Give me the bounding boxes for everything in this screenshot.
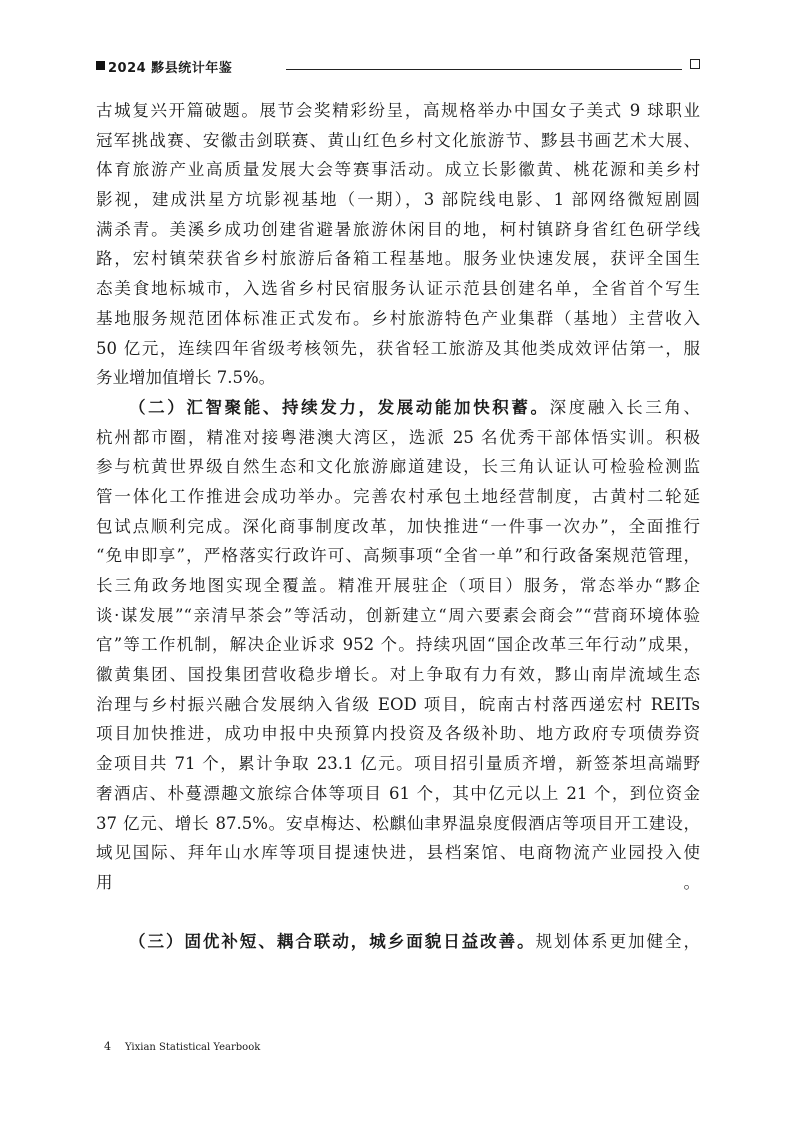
- text-line: 务业增加值增长 7.5%。: [96, 368, 276, 388]
- text-line: 基地服务规范团体标准正式发布。乡村旅游特色产业集群（基地）主营收入: [96, 308, 700, 328]
- text-line: 谈·谋发展”“亲清早茶会”等活动，创新建立“周六要素会商会”“营商环境体验: [96, 605, 700, 625]
- body-text: [96, 96, 700, 987]
- text-line: 管一体化工作推进会成功举办。完善农村承包土地经营制度，古黄村二轮延: [96, 486, 700, 506]
- text-line: 体育旅游产业高质量发展大会等赛事活动。成立长影徽黄、桃花源和美乡村: [96, 160, 700, 180]
- text-line: 态美食地标城市，入选省乡村民宿服务认证示范县创建名单，全省首个写生: [96, 279, 700, 299]
- header-title: 2024 黟县统计年鉴: [108, 61, 233, 76]
- section-3-text: 规划体系更加健全，: [535, 932, 701, 952]
- text-line: 满杀青。美溪乡成功创建省避暑旅游休闲目的地，柯村镇跻身省红色研学线: [96, 219, 700, 239]
- running-header: [96, 58, 700, 76]
- section-3-heading: （三）固优补短、耦合联动，城乡面貌日益改善。: [129, 932, 536, 952]
- text-line: 冠军挑战赛、安徽击剑联赛、黄山红色乡村文化旅游节、黟县书画艺术大展、: [96, 130, 700, 150]
- text-line: 50 亿元，连续四年省级考核领先，获省轻工旅游及其他类成效评估第一，服: [96, 338, 700, 358]
- text-line: 用。: [96, 872, 700, 892]
- header-square-mark: [96, 61, 105, 70]
- section-2-first-line: [96, 393, 700, 423]
- section-3-first-line: [96, 927, 700, 957]
- footer-book-title: Yixian Statistical Yearbook: [125, 1042, 261, 1053]
- text-line: 域见国际、拜年山水库等项目提速快进，县档案馆、电商物流产业园投入使: [96, 843, 700, 863]
- text-line: [96, 898, 700, 928]
- text-line: 长三角政务地图实现全覆盖。精准开展驻企（项目）服务，常态举办“黟企: [96, 576, 700, 595]
- text-line: 奢酒店、朴蔓漂趣文旅综合体等项目 61 个，其中亿元以上 21 个，到位资金: [96, 783, 700, 803]
- page-number: 4: [104, 1040, 111, 1053]
- text-line: 官”等工作机制，解决企业诉求 952 个。持续巩固“国企改革三年行动”成果，: [96, 635, 700, 655]
- section-2-heading: （二）汇智聚能、持续发力，发展动能加快积蓄。: [129, 397, 550, 417]
- text-line: [96, 957, 700, 987]
- text-line: 古城复兴开篇破题。展节会奖精彩纷呈，高规格举办中国女子美式 9 球职业: [96, 101, 700, 120]
- text-line: 影视，建成洪星方坑影视基地（一期），3 部院线电影、1 部网络微短剧圆: [96, 190, 700, 210]
- text-line: 杭州都市圈，精准对接粤港澳大湾区，选派 25 名优秀干部体悟实训。积极: [96, 427, 700, 447]
- text-line: 包试点顺利完成。深化商事制度改革，加快推进“一件事一次办”，全面推行: [96, 516, 700, 536]
- section-2-text: 深度融入长三角、: [549, 397, 701, 417]
- page-footer: [104, 1040, 260, 1053]
- text-line: 37 亿元、增长 87.5%。安卓梅达、松麒仙聿界温泉度假酒店等项目开工建设，: [96, 813, 700, 833]
- text-line: 徽黄集团、国投集团营收稳步增长。对上争取有力有效，黟山南岸流域生态: [96, 665, 700, 685]
- text-line: 项目加快推进，成功申报中央预算内投资及各级补助、地方政府专项债券资: [96, 724, 700, 744]
- text-line: 路，宏村镇荣获省乡村旅游后备箱工程基地。服务业快速发展，获评全国生: [96, 249, 700, 269]
- text-line: 金项目共 71 个，累计争取 23.1 亿元。项目招引量质齐增，新签茶坦高端野: [96, 754, 700, 774]
- header-rule: [286, 69, 682, 70]
- text-line: 治理与乡村振兴融合发展纳入省级 EOD 项目，皖南古村落西递宏村 REITs: [96, 694, 700, 714]
- text-line: “免申即享”，严格落实行政许可、高频事项“全省一单”和行政备案规范管理，: [96, 546, 700, 566]
- text-line: 参与杭黄世界级自然生态和文化旅游廊道建设，长三角认证认可检验检测监: [96, 457, 700, 477]
- header-box-mark: [690, 59, 700, 69]
